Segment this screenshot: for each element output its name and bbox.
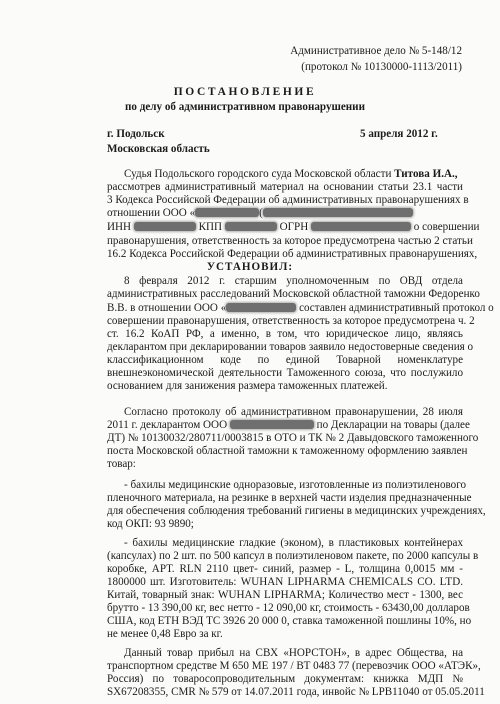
redacted-kpp — [225, 222, 277, 231]
document-date: 5 апреля 2012 г. — [360, 128, 438, 140]
intro-line-2: рассмотрев административный материал на основании статьи 23.1 части — [107, 181, 463, 193]
intro-line-7: 16.2 Кодекса Российской Федерации об административных правонарушениях, — [107, 248, 478, 260]
item1-line: для обеспечения соблюдения требований гигиены в медицинских учреждениях, — [107, 505, 486, 517]
p1-line — [107, 302, 494, 314]
item1-line: - бахилы медицинские одноразовые, изготовленные из полиэтиленового — [124, 479, 467, 491]
redacted-ogrn — [311, 222, 411, 231]
item2-line: коробке, АРТ. RLN 2110 цвет- синий, размер - L, толщина 0,0015 мм - — [107, 563, 463, 575]
section-established: УСТАНОВИЛ: — [206, 261, 294, 273]
item1-line: код ОКП: 93 9890; — [107, 518, 194, 530]
p1-line: классификационном коде по единой Товарной номенклатуре — [107, 354, 463, 366]
p3-line: транспортном средстве М 650 МЕ 197 / ВТ 0483 77 (перевозчик ООО «АТЭК», — [107, 660, 481, 672]
intro-line-4 — [107, 207, 463, 219]
item2-line: США, код ЕТН ВЭД ТС 3926 20 000 0, ставка таможенной пошлины 10%, но — [107, 615, 472, 627]
judge-name: Титова И.А., — [394, 168, 458, 180]
p2-line: поста Московской областной таможни к таможенному оформлению заявлен — [107, 445, 468, 457]
p1-line: основанием для занижения размера таможенных платежей. — [107, 380, 388, 392]
p2-line: ДТ) № 10130032/280711/0003815 в ОТО и ТК № 2 Давыдовского таможенного — [107, 432, 479, 444]
intro-line-3: 3 Кодекса Российской Федерации об административных правонарушениях в — [107, 194, 469, 206]
p2-text: 2011 г. декларантом ООО — [107, 419, 228, 431]
redacted-name — [263, 208, 413, 217]
case-number: Административное дело № 5-148/12 — [290, 45, 462, 57]
p1-line: внешнеэкономической деятельности Таможенного союза, что послужило — [107, 367, 463, 379]
item1-line: пленочного материала, на резинке в верхней части изделия предназначенные — [107, 492, 472, 504]
kpp-label: КПП — [198, 221, 223, 233]
redacted-name — [195, 208, 259, 217]
item2-line: 1800000 шт. Изготовитель: WUHAN LIPHARMA CHEMICALS CO. LTD. — [107, 576, 463, 588]
p1-line: декларантом при декларировании товаров заявило недостоверные сведения о — [107, 341, 474, 353]
ogrn-label: ОГРН — [279, 221, 309, 233]
intro-line-1 — [124, 168, 458, 180]
p2-line — [107, 419, 470, 431]
place-city: г. Подольск — [107, 128, 165, 140]
p1-text: составлен административный протокол о — [299, 302, 494, 314]
inn-label: ИНН — [107, 221, 132, 233]
intro-text: ( — [259, 207, 263, 219]
p3-line: Россия) по товаросопроводительным документам: книжка МДП № — [107, 673, 463, 685]
place-region: Московская область — [107, 143, 210, 155]
p1-line: совершении правонарушения, ответственность за которое предусмотрена ч. 2 — [107, 315, 475, 327]
item2-line: - бахилы медицинские гладкие (эконом), в пластиковых контейнерах — [124, 537, 463, 549]
intro-line-5 — [107, 221, 480, 233]
p2-line: товар: — [107, 458, 136, 470]
p1-line: административных расследований Московской областной таможни Федоренко — [107, 288, 480, 300]
document-subtitle: по делу об административном правонарушении — [125, 101, 365, 113]
p1-line: 8 февраля 2012 г. старшим уполномоченным по ОВД отдела — [124, 275, 463, 287]
protocol-number: (протокол № 10130000-1113/2011) — [301, 61, 462, 73]
p1-line: ст. 16.2 КоАП РФ, а именно, в том, что юридическое лицо, являясь — [107, 328, 463, 340]
redacted-inn — [134, 222, 196, 231]
item2-line: (капсулах) по 2 шт. по 500 капсул в полиэтиленовом пакете, по 2000 капсулы в — [107, 550, 479, 562]
item2-line: брутто - 13 390,00 кг, вес нетто - 12 090,00 кг, стоимость - 63430,00 долларов — [107, 602, 470, 614]
p3-line: Данный товар прибыл на СВХ «НОРСТОН», в адрес Общества, на — [124, 647, 463, 659]
item2-line: не менее 0,48 Евро за кг. — [107, 628, 223, 640]
document-title: ПОСТАНОВЛЕНИЕ — [173, 86, 317, 98]
item2-line: Китай, товарный знак: WUHAN LIPHARMA; Количество мест - 1300, вес — [107, 589, 463, 601]
p3-line: SX67208355, CMR № 579 от 14.07.2011 года, инвойс № LPB11040 от 05.05.2011 — [107, 686, 485, 698]
intro-text: отношении ООО « — [107, 207, 196, 219]
p2-text: по Декларации на товары (далее — [316, 419, 470, 431]
redacted-name — [226, 303, 296, 312]
intro-text: Судья Подольского городского суда Московской области — [124, 168, 395, 180]
p2-line: Согласно протоколу об административном правонарушении, 28 июля — [124, 406, 463, 418]
redacted-name — [230, 420, 314, 429]
intro-text: о совершении — [413, 221, 480, 233]
intro-line-6: правонарушения, ответственность за которое предусмотрена частью 2 статьи — [107, 235, 473, 247]
p1-text: В.В. в отношении ООО « — [107, 302, 227, 314]
